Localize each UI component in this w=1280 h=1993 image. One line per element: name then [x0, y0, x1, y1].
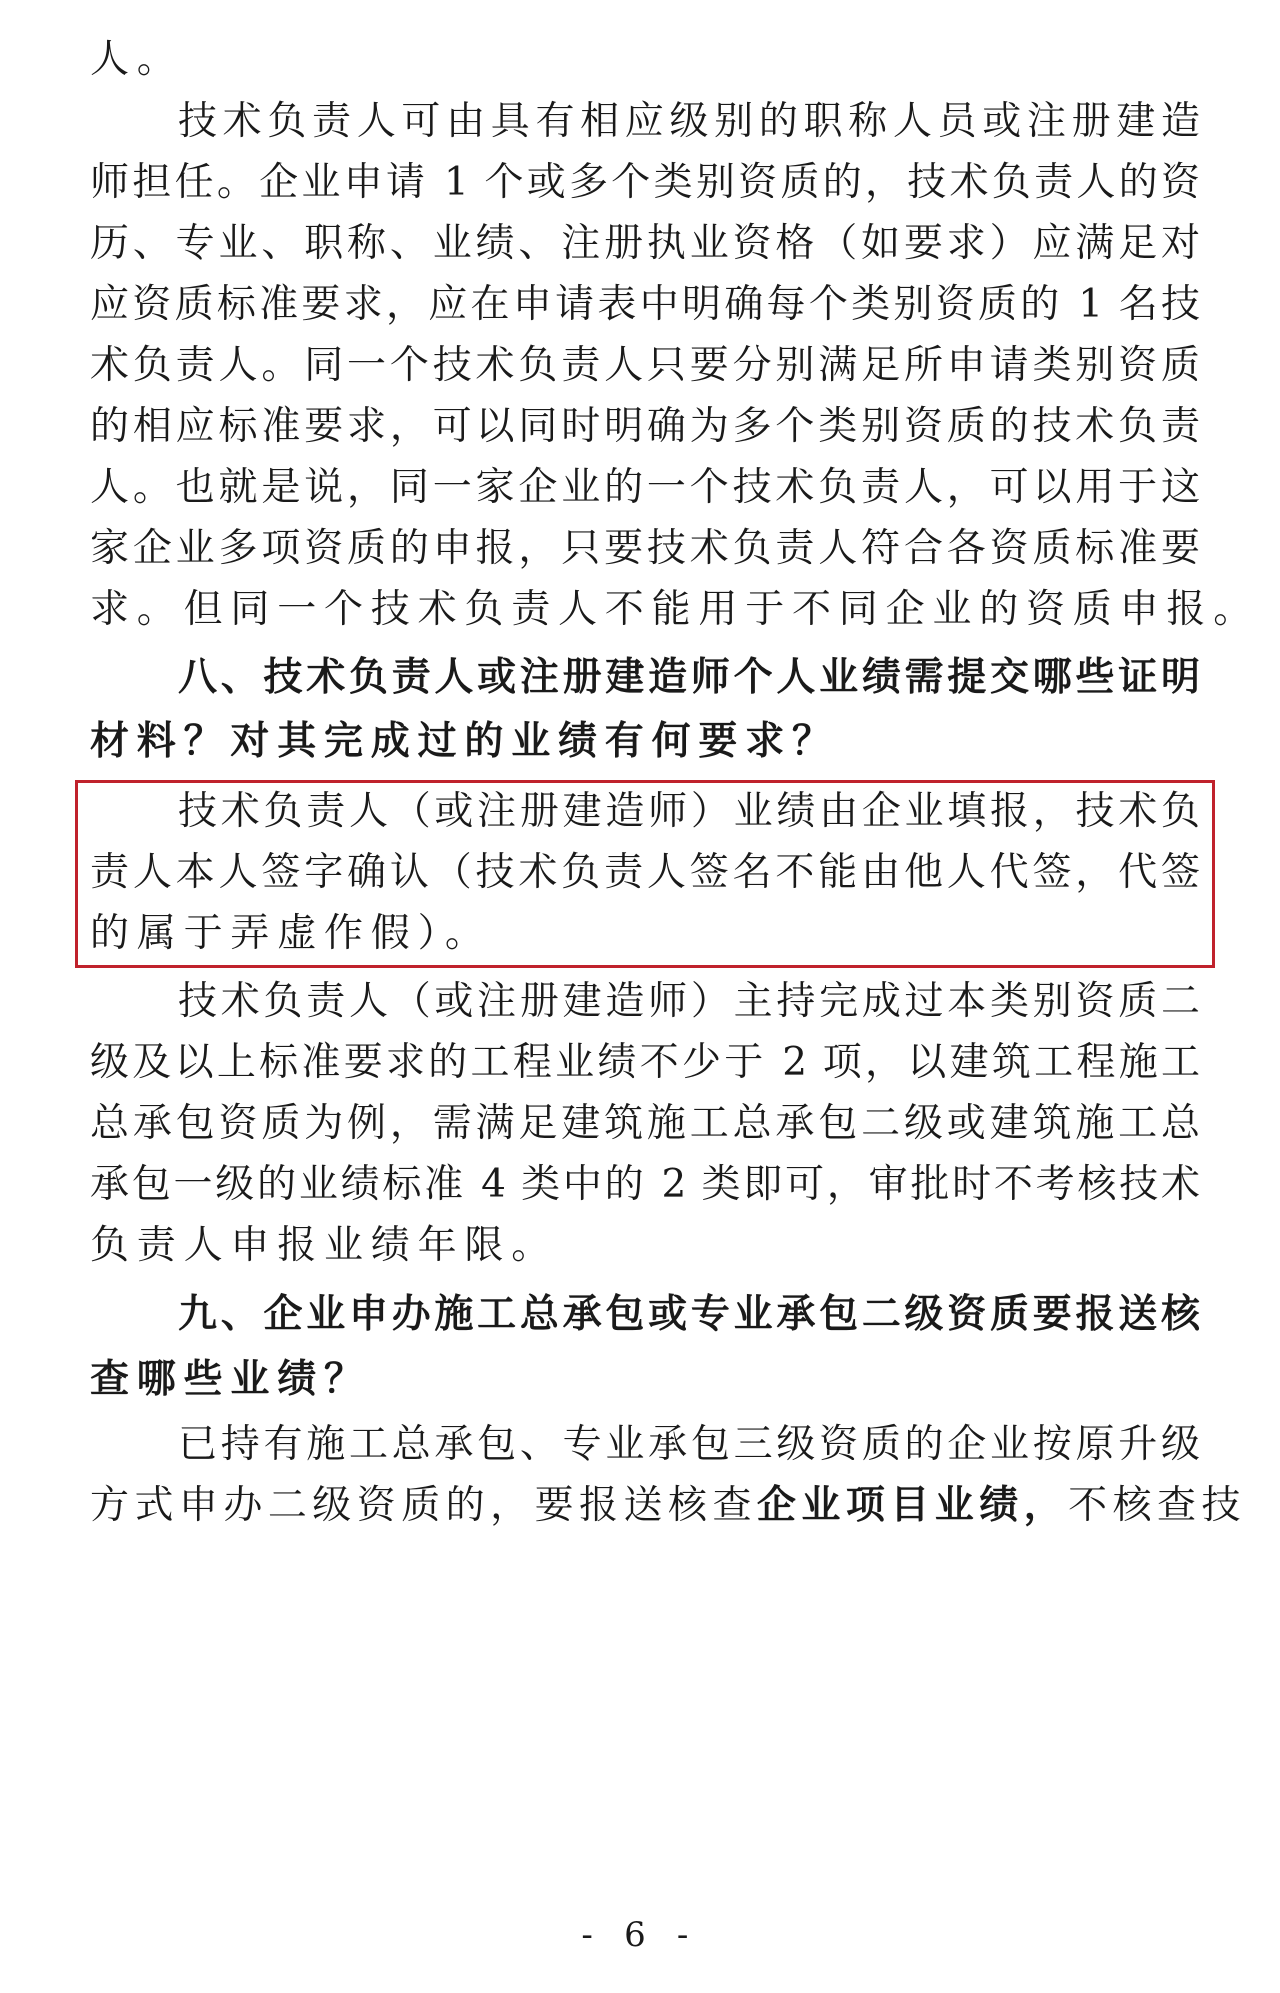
text-line: 求。但同一个技术负责人不能用于不同企业的资质申报。	[90, 587, 1261, 632]
text-segment: 不核查技	[1068, 1483, 1246, 1528]
text-line: 应资质标准要求，应在申请表中明确每个类别资质的 1 名技	[90, 282, 1200, 327]
section-heading: 查哪些业绩？	[90, 1357, 371, 1402]
text-line: 人。也就是说，同一家企业的一个技术负责人，可以用于这	[90, 465, 1200, 510]
text-line: 的相应标准要求，可以同时明确为多个类别资质的技术负责	[90, 404, 1200, 449]
section-heading: 材料？对其完成过的业绩有何要求？	[90, 719, 839, 764]
text-line: 技术负责人可由具有相应级别的职称人员或注册建造	[178, 99, 1200, 144]
section-heading: 九、企业申办施工总承包或专业承包二级资质要报送核	[178, 1292, 1200, 1337]
text-line: 总承包资质为例，需满足建筑施工总承包二级或建筑施工总	[90, 1101, 1200, 1146]
text-line: 术负责人。同一个技术负责人只要分别满足所申请类别资质	[90, 343, 1200, 388]
highlighted-text-line: 的属于弄虚作假）。	[90, 911, 492, 956]
highlight-box	[75, 780, 1215, 968]
text-line: 师担任。企业申请 1 个或多个类别资质的，技术负责人的资	[90, 160, 1200, 205]
text-line: 人。	[90, 37, 184, 82]
text-line: 承包一级的业绩标准 4 类中的 2 类即可，审批时不考核技术	[90, 1162, 1200, 1207]
text-line: 级及以上标准要求的工程业绩不少于 2 项，以建筑工程施工	[90, 1040, 1200, 1085]
page-number: - 6 -	[581, 1915, 699, 1955]
text-segment: 方式申办二级资质的，要报送核查	[90, 1483, 757, 1528]
highlighted-text-line: 责人本人签字确认（技术负责人签名不能由他人代签，代签	[90, 850, 1200, 895]
text-line: 技术负责人（或注册建造师）主持完成过本类别资质二	[178, 979, 1200, 1024]
text-line: 已持有施工总承包、专业承包三级资质的企业按原升级	[178, 1422, 1200, 1467]
text-line	[90, 1476, 1246, 1536]
text-line: 历、专业、职称、业绩、注册执业资格（如要求）应满足对	[90, 221, 1200, 266]
highlighted-text-line: 技术负责人（或注册建造师）业绩由企业填报，技术负	[178, 789, 1200, 834]
section-heading: 八、技术负责人或注册建造师个人业绩需提交哪些证明	[178, 655, 1200, 700]
text-line: 家企业多项资质的申报，只要技术负责人符合各资质标准要	[90, 526, 1200, 571]
text-line: 负责人申报业绩年限。	[90, 1223, 559, 1268]
bold-text-segment: 企业项目业绩，	[756, 1483, 1069, 1528]
